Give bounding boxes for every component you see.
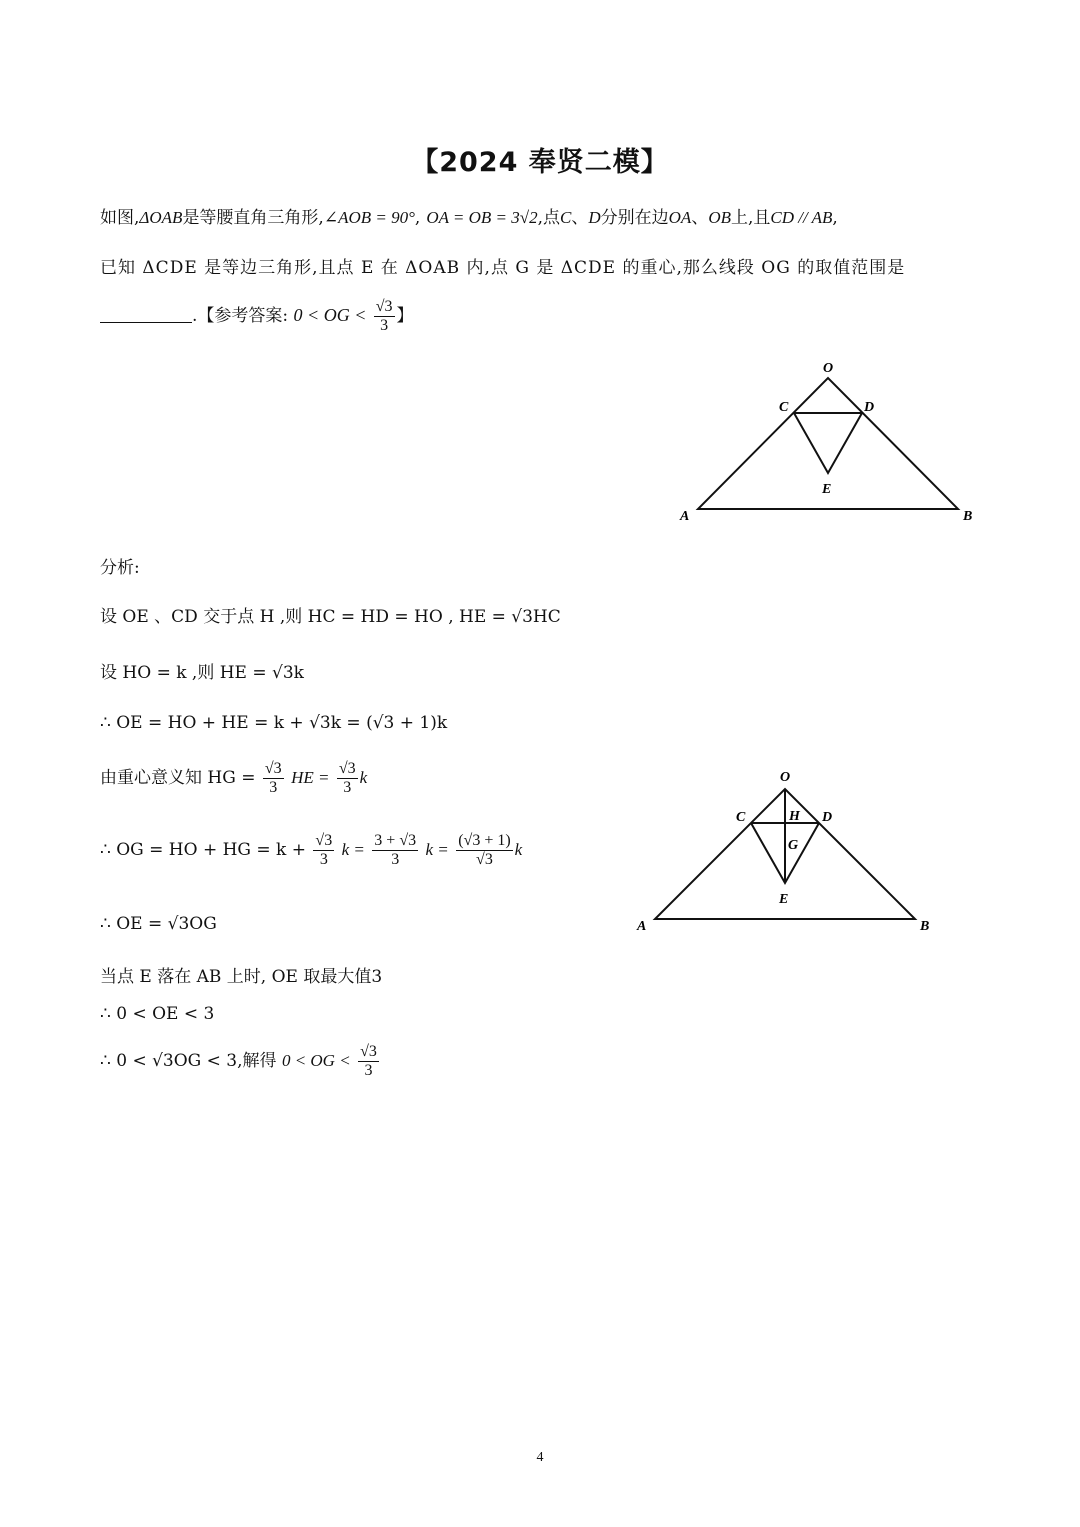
text: 由重心意义知 HG = <box>100 768 256 788</box>
label-o: O <box>823 361 834 376</box>
fraction <box>456 832 512 869</box>
text: ∴ 0 < √3OG < 3,解得 <box>100 1051 277 1071</box>
numerator: (√3 + 1) <box>458 832 511 849</box>
text: , <box>414 208 421 228</box>
analysis-step-6: ∴ OE = √3OG <box>100 914 217 934</box>
text: 分别在边 <box>600 208 669 228</box>
text: 、 <box>691 208 709 228</box>
math: C <box>560 208 572 227</box>
label-g: G <box>788 838 799 853</box>
denominator: 3 <box>319 851 328 868</box>
triangle-cde <box>794 413 862 473</box>
text: 】 <box>396 306 414 326</box>
answer-math: 0 < OG < <box>293 305 367 325</box>
figure-1-triangle <box>670 355 990 530</box>
fraction <box>374 298 395 335</box>
analysis-step-8: ∴ 0 < OE < 3 <box>100 1004 215 1024</box>
analysis-step-5 <box>100 832 522 869</box>
numerator: √3 <box>375 298 393 315</box>
denominator: 3 <box>269 779 278 796</box>
math: ΔOAB <box>139 208 183 227</box>
math: HE = <box>291 768 330 787</box>
denominator: √3 <box>476 851 493 868</box>
numerator: 3 + √3 <box>374 832 417 849</box>
math: OA <box>668 208 692 227</box>
question-line-2: 已知 ΔCDE 是等边三角形,且点 E 在 ΔOAB 内,点 G 是 ΔCDE 的重心,那么线段 OG 的取值范围是 <box>100 258 906 278</box>
label-d: D <box>822 810 833 825</box>
text: .【参考答案: <box>192 306 289 326</box>
analysis-step-9 <box>100 1043 381 1080</box>
text: 是等腰直角三角形, <box>182 208 324 228</box>
label-e: E <box>822 482 832 497</box>
fraction <box>263 760 284 797</box>
text: 上,且 <box>730 208 771 228</box>
denominator: 3 <box>380 317 389 334</box>
question-line-1 <box>100 203 838 228</box>
fraction <box>372 832 418 869</box>
label-o: O <box>780 770 791 785</box>
math: k = <box>341 840 365 859</box>
math: CD // AB <box>770 208 833 227</box>
text: ,点 <box>537 208 561 228</box>
numerator: √3 <box>315 832 333 849</box>
question-line-3 <box>100 298 414 335</box>
label-e: E <box>779 892 789 907</box>
analysis-step-7: 当点 E 落在 AB 上时, OE 取最大值3 <box>100 967 383 987</box>
label-h: H <box>789 809 800 824</box>
label-d: D <box>864 400 875 415</box>
math: OB <box>708 208 731 227</box>
denominator: 3 <box>364 1062 373 1079</box>
text: ∴ OG = HO + HG = k + <box>100 840 307 860</box>
label-b: B <box>963 509 973 524</box>
label-a: A <box>637 919 647 934</box>
math: k = <box>425 840 449 859</box>
math: OA = OB = 3√2 <box>426 208 538 227</box>
text: 、 <box>571 208 589 228</box>
label-a: A <box>680 509 690 524</box>
fraction <box>358 1043 379 1080</box>
label-c: C <box>779 400 789 415</box>
math: k <box>359 768 368 787</box>
denominator: 3 <box>343 779 352 796</box>
numerator: √3 <box>360 1043 377 1060</box>
analysis-step-3: ∴ OE = HO + HE = k + √3k = (√3 + 1)k <box>100 713 448 733</box>
math: D <box>588 208 601 227</box>
text: , <box>832 208 838 228</box>
analysis-step-4 <box>100 760 367 797</box>
fraction <box>337 760 358 797</box>
analysis-step-2: 设 HO = k ,则 HE = √3k <box>100 663 304 683</box>
label-b: B <box>920 919 930 934</box>
denominator: 3 <box>391 851 400 868</box>
math: k <box>514 840 523 859</box>
label-c: C <box>736 810 746 825</box>
math: ∠AOB = 90° <box>323 208 415 227</box>
page-title: 【2024 奉贤二模】 <box>411 147 669 178</box>
math: 0 < OG < <box>281 1051 351 1070</box>
page-number: 4 <box>536 1450 544 1465</box>
analysis-heading: 分析: <box>100 558 140 578</box>
numerator: √3 <box>338 760 356 777</box>
answer-blank <box>100 305 192 323</box>
fraction <box>313 832 334 869</box>
numerator: √3 <box>264 760 282 777</box>
figure-2-triangle <box>630 765 950 940</box>
analysis-step-1: 设 OE 、CD 交于点 H ,则 HC = HD = HO , HE = √3HC <box>100 607 561 627</box>
text: 如图, <box>100 208 140 228</box>
